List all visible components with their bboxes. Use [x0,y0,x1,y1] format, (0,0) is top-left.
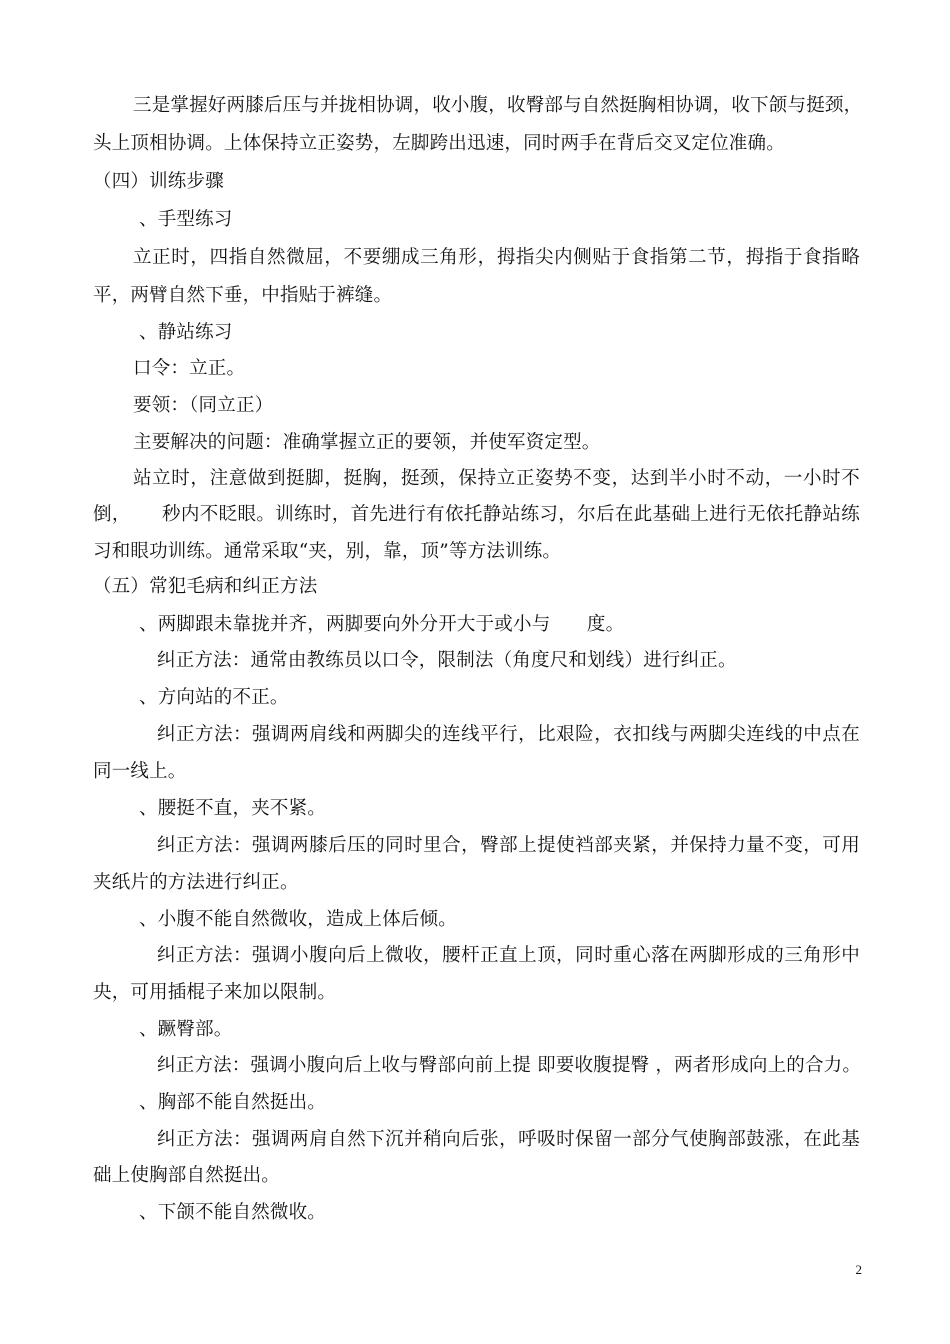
list-item: 、胸部不能自然挺出。 [139,1092,327,1113]
paragraph-line: 央，可用插棍子来加以限制。 [93,982,337,1003]
list-item: 、蹶臀部。 [139,1019,233,1040]
list-item: 、方向站的不正。 [139,687,289,708]
list-item: 、下颌不能自然微收。 [139,1202,327,1223]
paragraph-line: 口令：立正。 [133,358,246,379]
paragraph-line: 头上顶相协调。上体保持立正姿势，左脚跨出迅速，同时两手在背后交叉定位准确。 [93,133,785,154]
page-number: 2 [855,1262,862,1277]
paragraph-line: 纠正方法：强调小腹向后上收与臀部向前上提 即要收腹提臀 ，两者形成向上的合力。 [157,1055,862,1076]
subsection-heading: 、静站练习 [139,322,233,343]
subsection-heading: 、手型练习 [139,209,233,230]
paragraph-line: 主要解决的问题：准确掌握立正的要领，并使军资定型。 [133,432,601,453]
paragraph-line: 习和眼功训练。通常采取“夹，别，靠，顶”等方法训练。 [93,541,562,562]
paragraph-line: 平，两臂自然下垂，中指贴于裤缝。 [93,285,393,306]
paragraph-line: 纠正方法：强调两膝后压的同时里合，臀部上提使裆部夹紧，并保持力量不变，可用 [157,835,860,856]
paragraph-line: 要领：（同立正） [133,395,274,416]
section-heading: （五）常犯毛病和纠正方法 [93,576,318,597]
paragraph-line: 站立时，注意做到挺脚，挺胸，挺颈，保持立正姿势不变，达到半小时不动，一小时不 [133,468,860,489]
paragraph-line: 夹纸片的方法进行纠正。 [93,872,299,893]
paragraph-line: 纠正方法：强调两肩线和两脚尖的连线平行，比艰险，衣扣线与两脚尖连线的中点在 [157,724,860,745]
paragraph-line: 三是掌握好两膝后压与并拢相协调，收小腹，收臀部与自然挺胸相协调，收下颌与挺颈， [133,95,863,116]
paragraph-line: 同一线上。 [93,761,187,782]
paragraph-line: 纠正方法：强调小腹向后上微收，腰杆正直上顶，同时重心落在两脚形成的三角形中 [157,945,860,966]
paragraph-line: 倒， 秒内不眨眼。训练时，首先进行有依托静站练习，尔后在此基础上进行无依托静站练 [93,504,860,525]
list-item: 、两脚跟未靠拢并齐，两脚要向外分开大于或小与 度。 [139,614,625,635]
list-item: 、小腹不能自然微收，造成上体后倾。 [139,909,457,930]
paragraph-line: 础上使胸部自然挺出。 [93,1165,281,1186]
section-heading: （四）训练步骤 [93,171,224,192]
paragraph-line: 纠正方法：通常由教练员以口令，限制法（角度尺和划线）进行纠正。 [157,650,737,671]
list-item: 、腰挺不直，夹不紧。 [139,798,327,819]
paragraph-line: 纠正方法：强调两肩自然下沉并稍向后张，呼吸时保留一部分气使胸部鼓涨，在此基 [157,1129,860,1150]
paragraph-line: 立正时，四指自然微屈，不要绷成三角形，拇指尖内侧贴于食指第二节，拇指于食指略 [133,247,860,268]
